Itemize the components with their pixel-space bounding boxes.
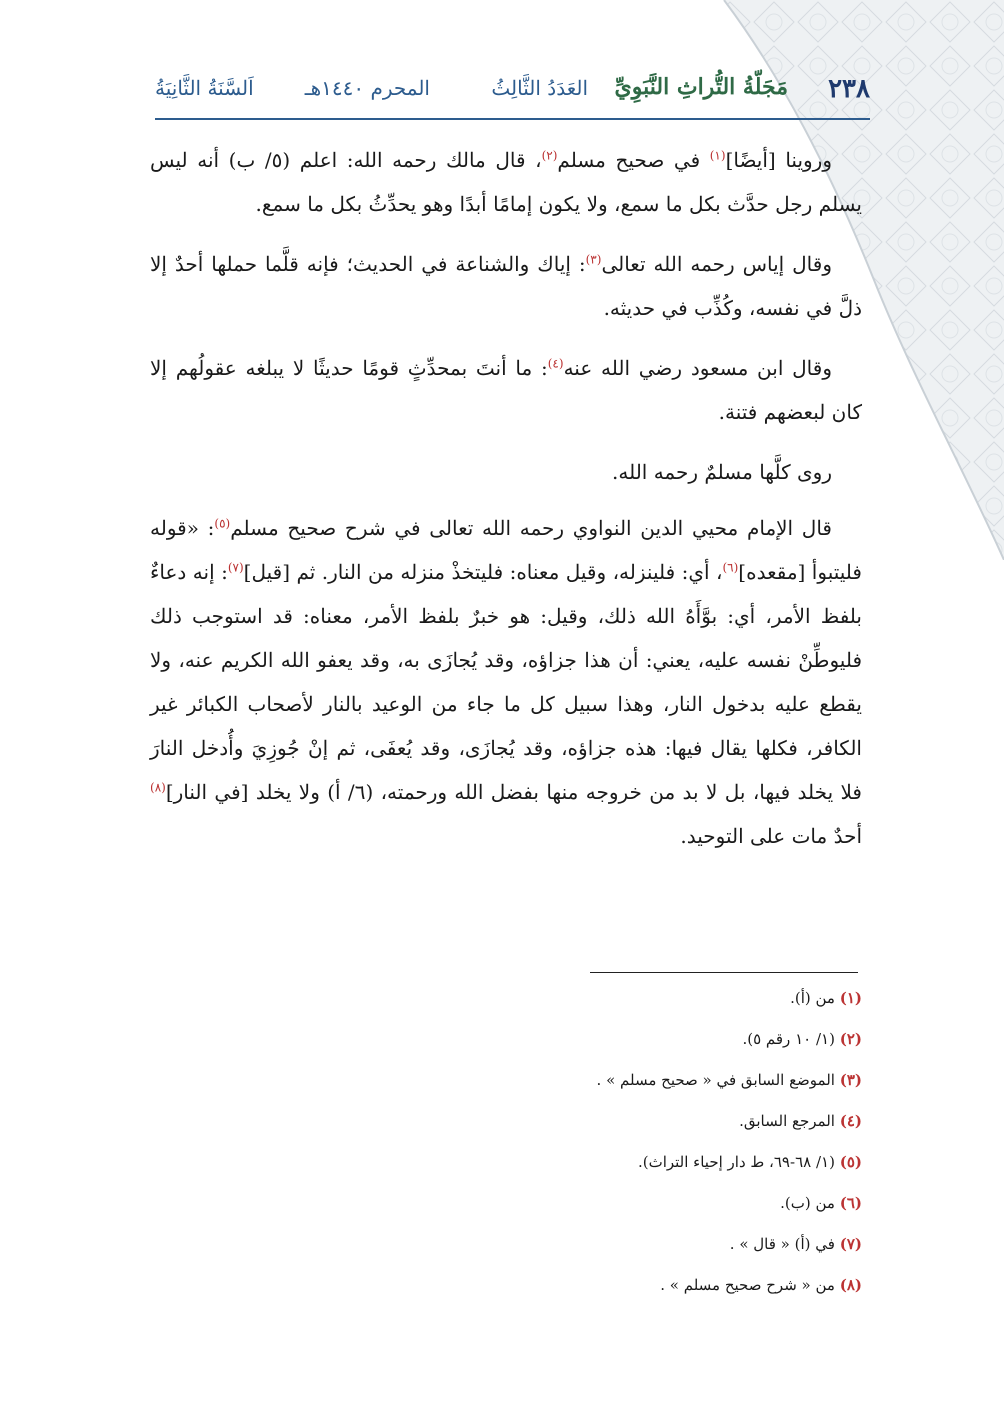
footnote-ref: (٤) [547, 356, 564, 371]
text-run: : إياك والشناعة في الحديث؛ فإنه قلَّما حملها أحدٌ إلا ذلَّ في نفسه، وكُذِّب في حديثه. [150, 252, 862, 320]
text-run: وقال ابن مسعود رضي الله عنه [563, 356, 832, 380]
paragraph [150, 138, 862, 226]
footnote-text: (١/ ١٠ رقم ٥). [742, 1030, 840, 1048]
footnote-number: (٨) [839, 1276, 862, 1294]
footnote-text: الموضع السابق في « صحيح مسلم » . [596, 1071, 840, 1089]
page-number: ٢٣٨ [828, 74, 870, 104]
text-run: في صحيح مسلم [557, 148, 710, 172]
footnote-ref: (٦) [722, 560, 739, 575]
footnote-number: (١) [839, 989, 862, 1007]
footnote [150, 1275, 862, 1295]
footnote [150, 1193, 862, 1213]
footnote-ref: (٢) [541, 148, 558, 163]
footnote-ref: (٥) [214, 516, 231, 531]
text-run: قال الإمام محيي الدين النواوي رحمه الله تعالى في شرح صحيح مسلم [230, 516, 832, 540]
footnote [150, 1152, 862, 1172]
footnote-text: من « شرح صحيح مسلم » . [660, 1276, 840, 1294]
journal-title: مَجَلّةُ التُّراثِ النَّبَوِيِّ [614, 74, 788, 100]
year-label: اَلسَّنَةُ الثَّانِيَةُ [155, 76, 254, 100]
footnote [150, 1029, 862, 1049]
footnote-divider [590, 972, 858, 973]
footnote-ref: (١) [709, 148, 726, 163]
issue-date: المحرم ١٤٤٠هـ [304, 76, 430, 100]
footnote-text: من (ب). [780, 1194, 840, 1212]
footnote-number: (٥) [839, 1153, 862, 1171]
text-run: روى كلَّها مسلمٌ رحمه الله. [612, 460, 832, 484]
footnote-ref: (٧) [227, 560, 244, 575]
footnote-text: (١/ ٦٨-٦٩، ط دار إحياء التراث). [637, 1153, 840, 1171]
footnote-number: (٦) [839, 1194, 862, 1212]
footnote [150, 1234, 862, 1254]
page-header [155, 70, 870, 110]
footnote [150, 1111, 862, 1131]
footnote [150, 988, 862, 1008]
footnotes [150, 988, 862, 1316]
footnote-number: (٧) [839, 1235, 862, 1253]
footnote-ref: (٣) [585, 252, 602, 267]
footnote-number: (٢) [839, 1030, 862, 1048]
paragraph [150, 242, 862, 330]
text-run: : ما أنتَ بمحدِّثٍ قومًا حديثًا لا يبلغه عقولُهم إلا كان لبعضهم فتنة. [150, 356, 862, 424]
footnote-text: المرجع السابق. [739, 1112, 840, 1130]
footnote-ref: (٨) [150, 780, 166, 795]
footnote-number: (٣) [839, 1071, 862, 1089]
footnote-text: في (أ) « قال » . [729, 1235, 840, 1253]
text-run: : «قوله فليتبوأ [مقعده] [150, 516, 862, 584]
footnote [150, 1070, 862, 1090]
header-divider [155, 118, 870, 120]
issue-label: العَدَدُ الثَّالِثُ [491, 76, 588, 100]
paragraph [150, 506, 862, 858]
paragraph [150, 346, 862, 434]
text-run: : إنه دعاءٌ بلفظ الأمر، أي: بوَّأَهُ الله ذلك، وقيل: هو خبرٌ بلفظ الأمر، معناه: قد استوجب ذلك فليوطِّنْ نفسه عليه، يعني: أن هذا جزاؤه، وقد يُجازَى به، وقد يعفو الله الكريم عنه، ولا يقطع عليه بدخول النار، وهذا سبيل كل ما جاء من الوعيد بالنار لأصحاب الكبائر غير الكافر، فكلها يقال فيها: هذه جزاؤه، وقد يُجازَى، وقد يُعفَى، ثم إنْ جُوزِيَ وأُدخل النارَ فلا يخلد فيها، بل لا بد من خروجه منها بفضل الله ورحمته، (٦/ أ) ولا يخلد [في النار] [150, 560, 862, 804]
text-run: ، قال مالك رحمه الله: اعلم (٥/ ب) أنه ليس يسلم رجل حدَّث بكل ما سمع، ولا يكون إمامًا أبدًا وهو يحدِّثُ بكل ما سمع. [150, 148, 862, 216]
footnote-text: من (أ). [790, 989, 840, 1007]
text-run: وقال إياس رحمه الله تعالى [601, 252, 832, 276]
article-body [150, 138, 862, 874]
footnote-number: (٤) [839, 1112, 862, 1130]
text-run: وروينا [أيضًا] [725, 148, 832, 172]
text-run: أحدٌ مات على التوحيد. [680, 824, 862, 848]
text-run: ، أي: فلينزله، وقيل معناه: فليتخذْ منزله من النار. ثم [قيل] [243, 560, 723, 584]
paragraph [150, 450, 862, 494]
